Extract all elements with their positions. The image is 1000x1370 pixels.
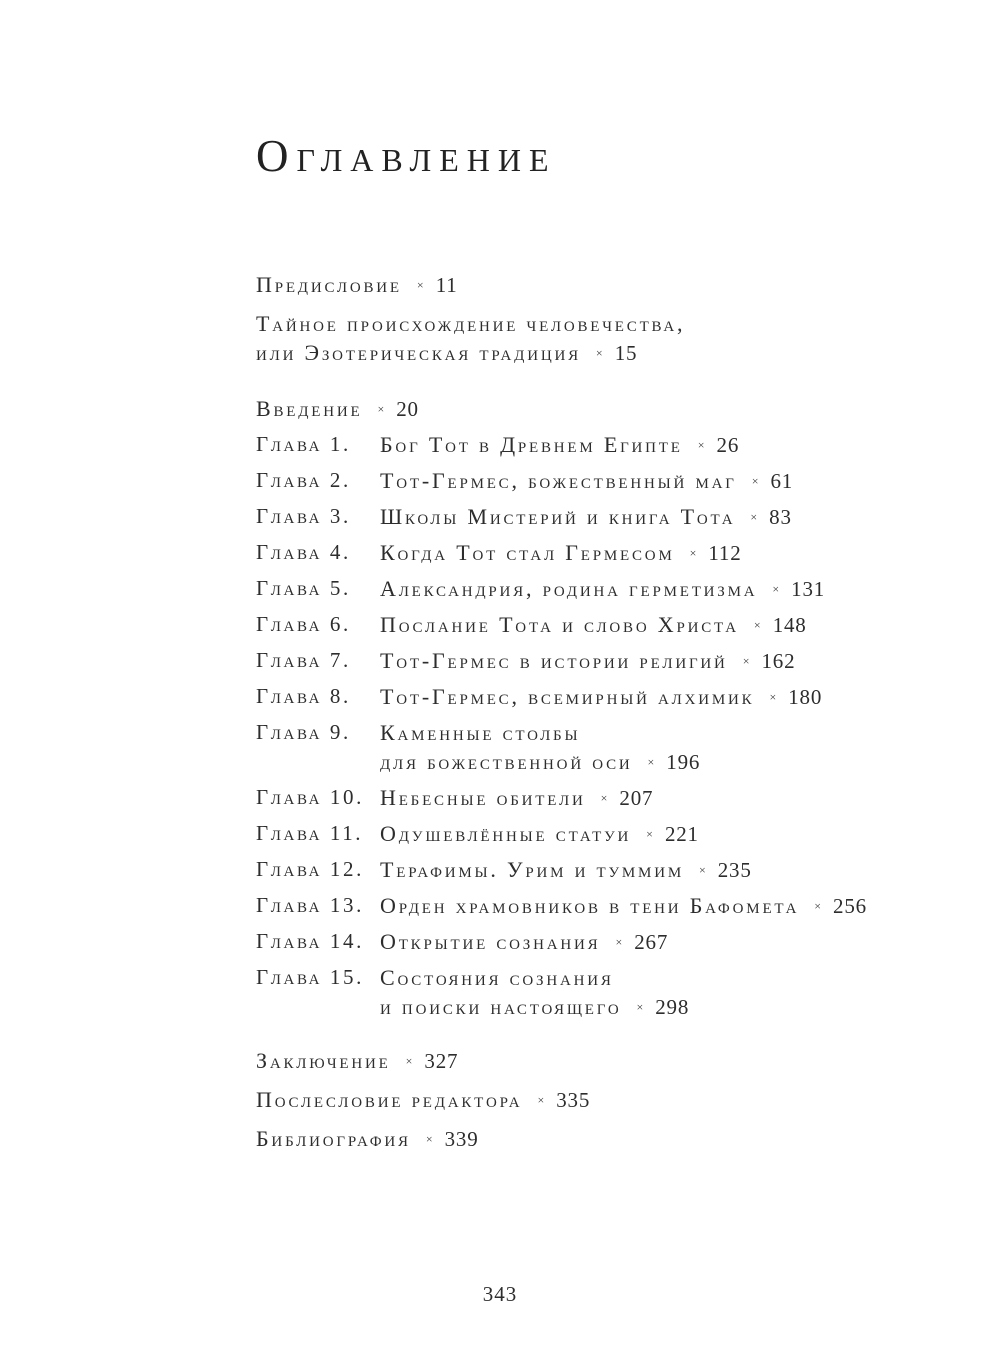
entry-separator: × bbox=[600, 791, 608, 805]
chapter-label: Глава 15. bbox=[256, 965, 364, 989]
entry-body bbox=[256, 1046, 890, 1076]
entry-separator: × bbox=[615, 935, 623, 949]
entry-title-text: Когда Тот стал Гермесом bbox=[380, 540, 675, 565]
entry-title-text: и поиски настоящего bbox=[380, 994, 622, 1019]
entry-title-text: Одушевлённые статуи bbox=[380, 821, 632, 846]
entry-body bbox=[380, 538, 890, 568]
entry-separator: × bbox=[537, 1093, 545, 1107]
entry-separator: × bbox=[595, 346, 603, 360]
toc-entry bbox=[256, 309, 890, 368]
entry-page-number: 207 bbox=[619, 786, 654, 810]
entry-line bbox=[256, 1046, 890, 1076]
entry-line bbox=[380, 855, 890, 885]
entry-separator: × bbox=[647, 755, 655, 769]
entry-page-number: 20 bbox=[396, 397, 419, 421]
entry-title-text: Школы Мистерий и книга Тота bbox=[380, 504, 736, 529]
chapter-label: Глава 9. bbox=[256, 720, 351, 744]
entry-separator: × bbox=[416, 278, 424, 292]
entry-body bbox=[380, 430, 890, 460]
entry-separator: × bbox=[698, 863, 706, 877]
entry-page-number: 335 bbox=[556, 1088, 591, 1112]
chapter-label: Глава 11. bbox=[256, 821, 364, 845]
entry-title-text: Тот-Гермес, божественный маг bbox=[380, 468, 737, 493]
toc-content bbox=[256, 130, 890, 1163]
entry-body bbox=[256, 1124, 890, 1154]
toc-entry bbox=[256, 466, 890, 496]
entry-page-number: 235 bbox=[717, 858, 752, 882]
toc-entry bbox=[256, 783, 890, 813]
chapter-label: Глава 6. bbox=[256, 612, 351, 636]
entry-body bbox=[380, 927, 890, 957]
entry-page-number: 26 bbox=[716, 433, 740, 457]
entry-page-number: 131 bbox=[791, 577, 826, 601]
entry-separator: × bbox=[425, 1132, 433, 1146]
entry-title-text: Состояния сознания bbox=[380, 965, 614, 990]
entry-page-number: 180 bbox=[788, 685, 823, 709]
entry-title-text: или Эзотерическая традиция bbox=[256, 340, 581, 365]
entry-line bbox=[256, 1124, 890, 1154]
toc-entry bbox=[256, 610, 890, 640]
entry-line bbox=[380, 646, 890, 676]
entry-line bbox=[380, 682, 890, 712]
entry-line bbox=[256, 309, 890, 338]
chapter-label: Глава 10. bbox=[256, 785, 364, 809]
entry-body bbox=[380, 646, 890, 676]
entry-body bbox=[256, 270, 890, 300]
entry-body bbox=[380, 819, 890, 849]
chapter-label: Глава 14. bbox=[256, 929, 364, 953]
entry-page-number: 327 bbox=[424, 1049, 459, 1073]
chapter-label: Глава 12. bbox=[256, 857, 364, 881]
entry-page-number: 267 bbox=[634, 930, 669, 954]
entry-line bbox=[380, 538, 890, 568]
entry-separator: × bbox=[689, 546, 697, 560]
entry-title-text: Тайное происхождение человечества, bbox=[256, 311, 686, 336]
entry-page-number: 112 bbox=[708, 541, 742, 565]
entry-separator: × bbox=[697, 438, 705, 452]
entry-separator: × bbox=[769, 690, 777, 704]
chapter-label: Глава 5. bbox=[256, 576, 351, 600]
entry-page-number: 61 bbox=[770, 469, 794, 493]
entry-separator: × bbox=[377, 402, 385, 416]
entry-title-text: Бог Тот в Древнем Египте bbox=[380, 432, 683, 457]
chapter-label: Глава 3. bbox=[256, 504, 351, 528]
entry-page-number: 15 bbox=[614, 341, 638, 365]
entry-separator: × bbox=[646, 827, 653, 841]
toc-group-back-matter bbox=[256, 1046, 890, 1154]
entry-body bbox=[380, 891, 890, 921]
entry-title-text: Орден храмовников в тени Бафомета bbox=[380, 893, 800, 918]
toc-entry bbox=[256, 682, 890, 712]
toc-entry bbox=[256, 1046, 890, 1076]
page-title: Оглавление bbox=[256, 131, 557, 181]
entry-body bbox=[380, 574, 890, 604]
entry-body bbox=[256, 1085, 890, 1115]
toc-entry bbox=[256, 394, 890, 424]
entry-separator: × bbox=[753, 618, 761, 632]
toc-entry bbox=[256, 1124, 890, 1154]
entry-separator: × bbox=[751, 474, 759, 488]
entry-line bbox=[256, 338, 890, 368]
entry-title-text: Предисловие bbox=[256, 272, 402, 297]
toc-entry bbox=[256, 502, 890, 532]
entry-body bbox=[380, 610, 890, 640]
entry-page-number: 339 bbox=[444, 1127, 479, 1151]
entry-body bbox=[380, 963, 890, 1022]
entry-body bbox=[380, 783, 890, 813]
toc-entry bbox=[256, 718, 890, 777]
entry-line bbox=[380, 992, 890, 1022]
entry-line bbox=[380, 502, 890, 532]
entry-title-text: Заключение bbox=[256, 1048, 391, 1073]
toc-entry bbox=[256, 430, 890, 460]
toc-entry bbox=[256, 1085, 890, 1115]
entry-title-text: для божественной оси bbox=[380, 749, 633, 774]
toc-entry bbox=[256, 963, 890, 1022]
toc-entry bbox=[256, 927, 890, 957]
chapter-label: Глава 13. bbox=[256, 893, 364, 917]
chapter-label: Глава 1. bbox=[256, 432, 351, 456]
toc-groups bbox=[256, 270, 890, 1154]
entry-line bbox=[380, 891, 890, 921]
toc-group-front-matter bbox=[256, 270, 890, 368]
entry-line bbox=[380, 783, 890, 813]
toc-entry bbox=[256, 646, 890, 676]
toc-group-chapters bbox=[256, 394, 890, 1022]
entry-page-number: 256 bbox=[833, 894, 867, 918]
entry-body bbox=[380, 466, 890, 496]
entry-page-number: 83 bbox=[769, 505, 792, 529]
toc-entry bbox=[256, 891, 890, 921]
folio-page-number: 343 bbox=[482, 1282, 518, 1306]
entry-separator: × bbox=[742, 654, 750, 668]
entry-page-number: 162 bbox=[761, 649, 796, 673]
toc-entry bbox=[256, 574, 890, 604]
chapter-label: Глава 2. bbox=[256, 468, 351, 492]
entry-body bbox=[256, 309, 890, 368]
entry-separator: × bbox=[772, 582, 780, 596]
entry-line bbox=[380, 747, 890, 777]
entry-line bbox=[380, 574, 890, 604]
entry-title-text: Библиография bbox=[256, 1126, 411, 1151]
toc-entry bbox=[256, 819, 890, 849]
entry-line bbox=[380, 430, 890, 460]
entry-body bbox=[380, 502, 890, 532]
entry-body bbox=[380, 718, 890, 777]
entry-title-text: Послание Тота и слово Христа bbox=[380, 612, 739, 637]
entry-title-text: Открытие сознания bbox=[380, 929, 601, 954]
chapter-label: Глава 8. bbox=[256, 684, 351, 708]
entry-page-number: 221 bbox=[664, 822, 699, 846]
entry-page-number: 11 bbox=[435, 273, 458, 297]
entry-line bbox=[380, 927, 890, 957]
chapter-label: Глава 4. bbox=[256, 540, 351, 564]
entry-title-text: Тот-Гермес в истории религий bbox=[380, 648, 728, 673]
entry-separator: × bbox=[814, 899, 822, 913]
entry-separator: × bbox=[750, 510, 758, 524]
entry-separator: × bbox=[636, 1000, 644, 1014]
toc-entry bbox=[256, 538, 890, 568]
entry-line bbox=[380, 963, 890, 992]
entry-page-number: 298 bbox=[655, 995, 690, 1019]
entry-line bbox=[380, 466, 890, 496]
toc-entry bbox=[256, 270, 890, 300]
entry-title-text: Терафимы. Урим и туммим bbox=[380, 857, 684, 882]
entry-line bbox=[256, 270, 890, 300]
entry-separator: × bbox=[405, 1054, 413, 1068]
entry-body bbox=[380, 855, 890, 885]
toc-entry bbox=[256, 855, 890, 885]
entry-line bbox=[380, 610, 890, 640]
entry-title-text: Небесные обители bbox=[380, 785, 586, 810]
entry-page-number: 196 bbox=[666, 750, 701, 774]
entry-line bbox=[380, 819, 890, 849]
entry-title-text: Александрия, родина герметизма bbox=[380, 576, 758, 601]
entry-page-number: 148 bbox=[772, 613, 807, 637]
entry-line bbox=[256, 394, 890, 424]
entry-body bbox=[380, 682, 890, 712]
entry-body bbox=[256, 394, 890, 424]
entry-title-text: Послесловие редактора bbox=[256, 1087, 523, 1112]
entry-line bbox=[380, 718, 890, 747]
entry-title-text: Введение bbox=[256, 396, 363, 421]
entry-line bbox=[256, 1085, 890, 1115]
chapter-label: Глава 7. bbox=[256, 648, 351, 672]
entry-title-text: Каменные столбы bbox=[380, 720, 581, 745]
entry-title-text: Тот-Гермес, всемирный алхимик bbox=[380, 684, 755, 709]
